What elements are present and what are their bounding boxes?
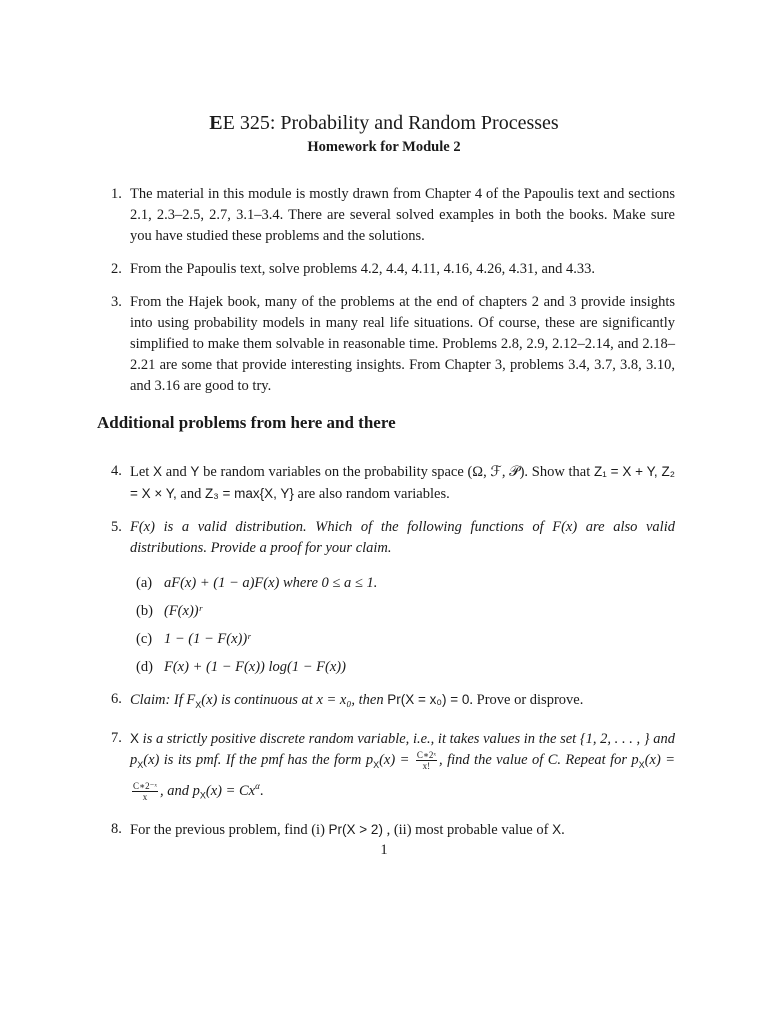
- sub-expr: 1 − (1 − F(x))ʳ: [164, 631, 251, 647]
- expr-z3: Z₃ = max{X, Y}: [204, 486, 294, 501]
- problem-8: [97, 819, 675, 841]
- problem-4: [97, 461, 675, 505]
- title-text: E 325: Probability and Random Processes: [222, 112, 559, 134]
- sub-expr: (F(x))ʳ: [164, 603, 202, 619]
- subscript: X: [199, 790, 206, 801]
- text-segment: , find the value of C. Repeat for p: [439, 751, 639, 768]
- item-number: 7.: [111, 729, 122, 746]
- text-segment: is a strictly positive discrete random variable, i.e., it takes values in the set {1, 2, . . . , } and p: [130, 730, 675, 768]
- intro-list: [97, 184, 675, 397]
- title-initial: E: [209, 112, 223, 134]
- sub-item-c: [136, 629, 675, 657]
- page-subtitle: Homework for Module 2: [307, 139, 461, 155]
- subscript: X: [195, 699, 202, 710]
- text-segment: (x) is its pmf. If the pmf has the form p: [143, 751, 374, 768]
- text-segment: and: [162, 464, 191, 480]
- item-text: From the Papoulis text, solve problems 4.2, 4.4, 4.11, 4.16, 4.26, 4.31, and 4.33.: [130, 261, 596, 277]
- list-item: [97, 259, 675, 280]
- text-segment: Claim: If F: [130, 692, 196, 708]
- text-segment: , and p: [159, 782, 200, 799]
- text-segment: (x) =: [379, 751, 414, 768]
- text-segment: (x) is continuous at x = x₀, then: [201, 692, 388, 708]
- fraction-numerator: C∗2⁻ˣ: [133, 780, 157, 791]
- text-segment: and: [176, 486, 205, 502]
- superscript: α: [255, 780, 260, 791]
- sub-item-d: [136, 657, 675, 685]
- page-number: 1: [380, 842, 388, 858]
- item-number: 1.: [111, 186, 122, 202]
- text-segment: .: [259, 782, 264, 799]
- item-number: 2.: [111, 261, 122, 277]
- text-segment: .: [561, 821, 565, 838]
- item-text: F(x) is a valid distribution. Which of the following functions of F(x) are also valid distributions. Provide a proof for your claim.: [130, 519, 675, 556]
- text-segment: (x) =: [644, 751, 675, 768]
- sub-list: [130, 573, 675, 685]
- item-text: The material in this module is mostly drawn from Chapter 4 of the Papoulis text and sections 2.1, 2.3–2.5, 2.7, 3.1–3.4. There are several solved examples in both the books. Make sure you have studied these problems and the solutions.: [130, 186, 675, 244]
- text-segment: Let: [130, 464, 154, 480]
- fraction-numerator: C∗2ˣ: [416, 750, 437, 761]
- var-x: X: [552, 821, 562, 837]
- sub-item-a: [136, 573, 675, 601]
- fraction-1: [416, 750, 437, 771]
- subscript: X: [638, 759, 645, 770]
- sub-item-b: [136, 601, 675, 629]
- page-title: [0, 112, 768, 135]
- text-segment: For the previous problem, find (i): [130, 821, 329, 838]
- list-item: [97, 292, 675, 397]
- item-number: 8.: [111, 820, 122, 837]
- sub-expr: aF(x) + (1 − a)F(x) where 0 ≤ a ≤ 1.: [164, 575, 378, 591]
- expr-z1-z2: Z₁ = X + Y, Z₂ = X × Y,: [130, 464, 675, 501]
- problem-5: [97, 517, 675, 685]
- var-x: X: [130, 730, 140, 746]
- prob-expr: Pr(X = x₀) = 0: [387, 692, 470, 707]
- fraction-denominator: x!: [422, 761, 431, 772]
- text-segment: are also random variables.: [293, 486, 450, 502]
- text-segment: . Prove or disprove.: [469, 692, 584, 708]
- text-segment: , (ii) most probable value of: [382, 821, 553, 838]
- fraction-denominator: x: [142, 791, 148, 802]
- problem-6: [97, 689, 675, 716]
- item-number: 5.: [111, 519, 122, 535]
- var-x: X: [153, 464, 163, 479]
- section-heading: Additional problems from here and there: [97, 413, 396, 432]
- problem-list: [97, 461, 675, 841]
- item-number: 4.: [111, 463, 122, 479]
- var-y: Y: [190, 464, 200, 479]
- prob-expr: Pr(X > 2): [328, 821, 383, 837]
- subscript: X: [373, 759, 380, 770]
- sub-label: (a): [136, 575, 153, 591]
- sub-label: (b): [136, 603, 153, 619]
- fraction-2: [132, 781, 158, 802]
- sub-expr: F(x) + (1 − F(x)) log(1 − F(x)): [164, 659, 346, 675]
- item-text: From the Hajek book, many of the problems at the end of chapters 2 and 3 provide insights into using probability models in many real life situations. Of course, these are significantly simplified to make them solvable in reasonable time. Problems 2.8, 2.9, 2.12–2.14, and 2.18–2.21 are some that provide interesting insights. From Chapter 3, problems 3.4, 3.7, 3.8, 3.10, and 3.16 are good to try.: [130, 294, 675, 394]
- subscript: X: [137, 759, 144, 770]
- text-segment: (x) = Cx: [205, 782, 256, 799]
- problem-7: [97, 728, 675, 807]
- item-number: 6.: [111, 691, 122, 707]
- sub-label: (d): [136, 659, 153, 675]
- text-segment: be random variables on the probability space (Ω, ℱ, 𝒫). Show that: [199, 464, 591, 480]
- list-item: [97, 184, 675, 247]
- item-number: 3.: [111, 294, 122, 310]
- sub-label: (c): [136, 631, 153, 647]
